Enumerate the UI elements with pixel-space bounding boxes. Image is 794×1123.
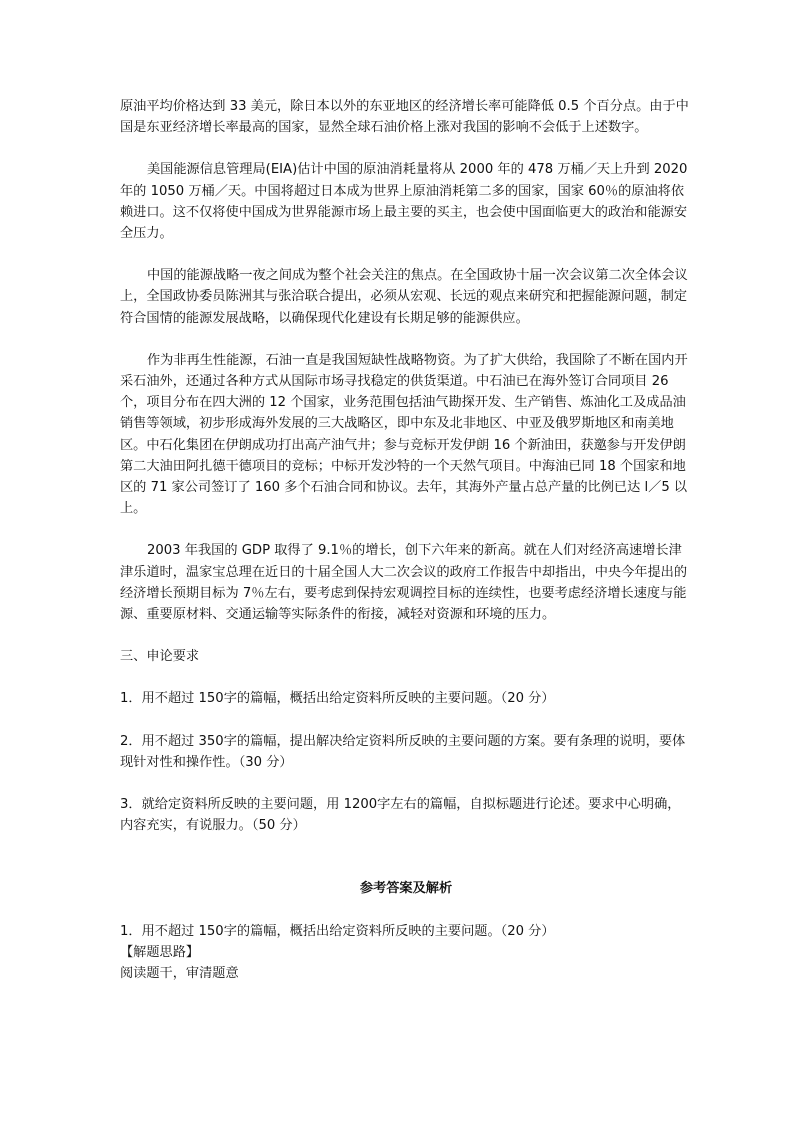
answers-title: 参考答案及解析 bbox=[359, 881, 453, 897]
answer-section-label: 【解题思路】 bbox=[120, 944, 200, 960]
document-page bbox=[120, 96, 692, 984]
question-3: 3．就给定资料所反映的主要问题，用 1200字左右的篇幅，自拟标题进行论述。要求中心明确，内容充实，有说服力。（50 分） bbox=[120, 797, 681, 834]
answer-step: 阅读题干，审清题意 bbox=[120, 966, 239, 982]
paragraph-gdp-growth: 2003 年我国的 GDP 取得了 9.1％的增长，创下六年来的新高。就在人们对经济高速增长津津乐道时，温家宝总理在近日的十届全国人大二次会议的政府工作报告中却指出，中央今年提出的经济增长预期目标为 7％左右，要考虑到保持宏观调控目标的连续性，也要考虑经济增长速度与能源、重要原材料、交通运输等实际条件的衔接，减轻对资源和环境的压力。 bbox=[120, 543, 688, 623]
question-2: 2．用不超过 350字的篇幅，提出解决给定资料所反映的主要问题的方案。要有条理的说明，要体现针对性和操作性。（30 分） bbox=[120, 733, 686, 770]
paragraph-eia-estimate: 美国能源信息管理局(EIA)估计中国的原油消耗量将从 2000 年的 478 万桶／天上升到 2020 年的 1050 万桶／天。中国将超过日本成为世界上原油消耗第二多的国家，国家 60％的原油将依赖进口。这不仅将使中国成为世界能源市场上最主要的买主，也会使中国面临更大的政治和能源安全压力。 bbox=[120, 162, 688, 242]
requirements-title: 三、申论要求 bbox=[120, 649, 200, 665]
answer-1-question: 1．用不超过 150字的篇幅，概括出给定资料所反映的主要问题。（20 分） bbox=[120, 923, 555, 939]
paragraph-energy-strategy: 中国的能源战略一夜之间成为整个社会关注的焦点。在全国政协十届一次会议第二次全体会议上，全国政协委员陈洲其与张洽联合提出，必须从宏观、长远的观点来研究和把握能源问题，制定符合国情的能源发展战略，以确保现代化建设有长期足够的能源供应。 bbox=[120, 268, 688, 326]
question-1: 1．用不超过 150字的篇幅，概括出给定资料所反映的主要问题。（20 分） bbox=[120, 691, 555, 707]
paragraph-oil-price: 原油平均价格达到 33 美元，除日本以外的东亚地区的经济增长率可能降低 0.5 个百分点。由于中国是东亚经济增长率最高的国家，显然全球石油价格上涨对我国的影响不会低于上述数字。 bbox=[120, 99, 689, 136]
paragraph-overseas-oil: 作为非再生性能源，石油一直是我国短缺性战略物资。为了扩大供给，我国除了不断在国内开采石油外，还通过各种方式从国际市场寻找稳定的供货渠道。中石油已在海外签订合同项目 26 个，项目分布在四大洲的 12 个国家，业务范围包括油气勘探开发、生产销售、炼油化工及成品油销售等领域，初步形成海外发展的三大战略区，即中东及北非地区、中亚及俄罗斯地区和南美地区。中石化集团在伊朗成功打出高产油气井；参与竞标开发伊朗 16 个新油田，获邀参与开发伊朗第二大油田阿扎德干德项目的竞标；中标开发沙特的一个天然气项目。中海油已同 18 个国家和地区的 71 家公司签订了 160 多个石油合同和协议。去年，其海外产量占总产量的比例已达 l／5 以上。 bbox=[120, 352, 688, 517]
